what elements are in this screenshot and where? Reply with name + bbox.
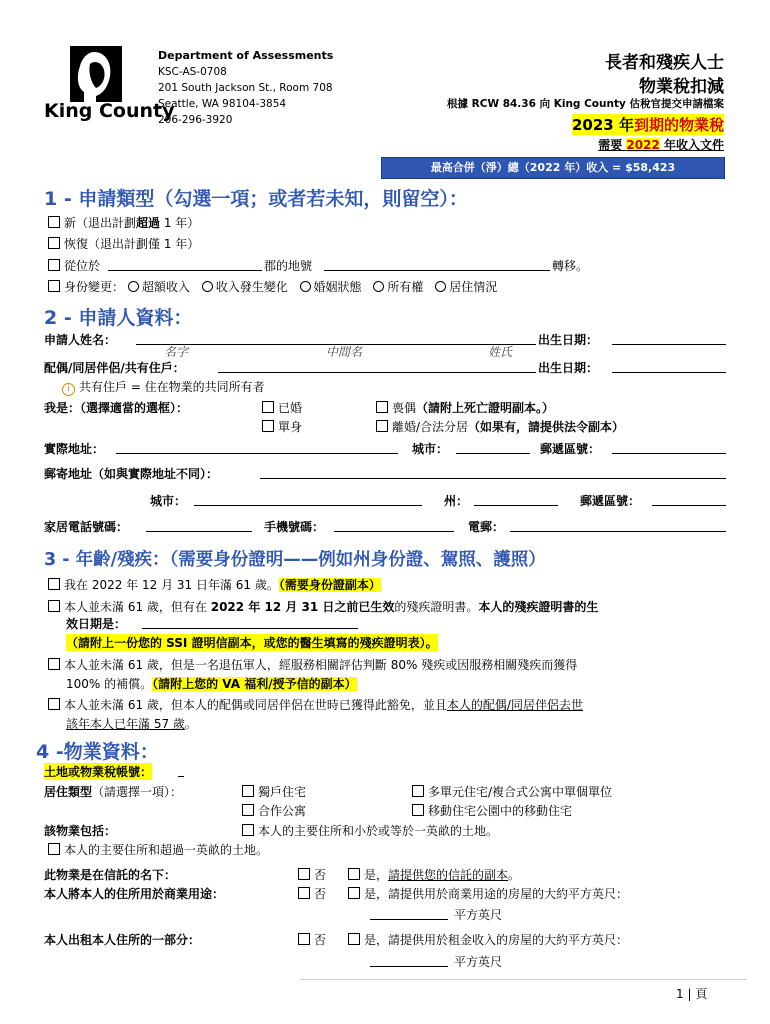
app-type-reinstate[interactable] xyxy=(48,235,199,252)
age-item-4[interactable] xyxy=(48,696,583,713)
age-item-3-note: （請附上您的 VA 福利/授予信的副本） xyxy=(152,677,357,691)
age-item-3-line2 xyxy=(66,675,357,692)
physical-addr-field[interactable] xyxy=(116,453,398,454)
divorced-label: 離婚/合法分居 xyxy=(392,420,469,434)
email-label: 電郵： xyxy=(468,520,505,534)
includes-large[interactable] xyxy=(48,841,268,858)
checkbox[interactable] xyxy=(48,843,60,855)
checkbox[interactable] xyxy=(242,804,254,816)
divorced-note: （如果有，請提供法令副本） xyxy=(468,420,625,434)
checkbox[interactable] xyxy=(376,420,388,432)
app-type-change[interactable] xyxy=(48,278,497,295)
needs-post: 年收入文件 xyxy=(659,138,724,152)
business-no[interactable] xyxy=(298,885,326,902)
change-label: 身份變更： xyxy=(64,280,125,294)
new-label-c: 1 年） xyxy=(160,216,200,230)
checkbox[interactable] xyxy=(48,578,60,590)
age-item-4-d: 。 xyxy=(184,717,197,731)
trust-yes[interactable] xyxy=(348,866,520,883)
change-opt-3[interactable] xyxy=(373,280,423,294)
dob-label2: 出生日期： xyxy=(538,361,599,375)
due-text: 到期的物業稅 xyxy=(633,116,724,134)
status-divorced[interactable] xyxy=(376,418,624,435)
rent-no-label: 否 xyxy=(314,933,327,947)
info-note-row xyxy=(62,378,265,396)
dob-label: 出生日期： xyxy=(538,333,599,347)
age-item-1-note: （需要身份證副本） xyxy=(278,578,381,592)
age-item-4-line2 xyxy=(66,715,197,732)
page-number-row xyxy=(676,985,707,1002)
widowed-note: （請附上死亡證明副本。） xyxy=(416,401,555,415)
form-subtitle: 根據 RCW 84.36 向 King County 估稅官提交申請檔案 xyxy=(447,98,724,110)
city2-field[interactable] xyxy=(194,505,422,506)
due-year: 2023 年 xyxy=(572,116,634,134)
age-item-2[interactable] xyxy=(48,598,598,615)
checkbox[interactable] xyxy=(412,785,424,797)
checkbox[interactable] xyxy=(348,887,360,899)
age-item-4-a: 本人並未滿 61 歲，但本人的配偶或同居伴侶在世時已獲得此豁免，並且 xyxy=(64,698,447,712)
form-title-1: 長者和殘疾人士 xyxy=(605,53,724,73)
change-opt-1[interactable] xyxy=(202,280,288,294)
checkbox[interactable] xyxy=(48,658,60,670)
res-mobile[interactable] xyxy=(412,802,572,819)
age-item-2-e: 效日期是： xyxy=(66,617,127,631)
spouse-dob-field[interactable] xyxy=(612,372,726,373)
footer-rule xyxy=(300,979,746,980)
age-item-2-note: （請附上一份您的 SSI 證明信副本，或您的醫生填寫的殘疾證明表）。 xyxy=(66,636,438,650)
app-type-transfer[interactable] xyxy=(48,257,100,274)
needs-docs-line xyxy=(598,136,724,153)
due-year-line xyxy=(572,114,724,135)
radio[interactable] xyxy=(373,281,384,292)
email-field[interactable] xyxy=(510,531,726,532)
trust-yes-c: 。 xyxy=(508,868,521,882)
res-coop[interactable] xyxy=(242,802,306,819)
needs-year: 2022 xyxy=(626,138,660,152)
trust-no[interactable] xyxy=(298,866,326,883)
business-yes-label: 是，請提供用於商業用途的房屋的大約平方英尺： xyxy=(364,887,629,901)
radio[interactable] xyxy=(435,281,446,292)
res-type-hint: （請選擇一項）： xyxy=(92,785,183,799)
new-label-a: 新（退出計劃 xyxy=(64,216,137,230)
age-item-2-c: 的殘疾證明書。 xyxy=(394,600,479,614)
age-item-2-d: 本人的殘疾證明書的生 xyxy=(478,600,599,614)
mailing-addr-field[interactable] xyxy=(260,478,726,479)
section1-title: 1 - 申請類型（勾選一項；或者若未知，則留空）： xyxy=(44,188,468,210)
checkbox[interactable] xyxy=(48,216,60,228)
status-widowed[interactable] xyxy=(376,399,554,416)
checkbox[interactable] xyxy=(242,785,254,797)
rent-sqft-field[interactable] xyxy=(370,966,448,967)
checkbox[interactable] xyxy=(298,868,310,880)
dept-address2: Seattle, WA 98104-3854 xyxy=(158,98,287,110)
change-opt-3-label: 所有權 xyxy=(387,280,424,294)
zip2-field[interactable] xyxy=(652,505,726,506)
checkbox[interactable] xyxy=(48,600,60,612)
married-label: 已婚 xyxy=(278,401,303,415)
hint-first: 名字 xyxy=(164,345,189,359)
age-item-4-b: 本人的配偶/同居伴侶去世 xyxy=(446,698,583,712)
rent-yes-label: 是，請提供用於租金收入的房屋的大約平方英尺： xyxy=(364,933,629,947)
includes-large-label: 本人的主要住所和超過一英畝的土地。 xyxy=(64,843,269,857)
age-item-1[interactable] xyxy=(48,576,381,593)
rent-label: 本人出租本人住所的一部分： xyxy=(44,933,201,947)
applicant-dob-field[interactable] xyxy=(612,344,726,345)
state-label: 州： xyxy=(444,494,469,508)
age-item-3-a: 本人並未滿 61 歲，但是一名退伍軍人，經服務相關評估判斷 80% 殘疾或因服務相關殘疾而獲得 xyxy=(64,658,578,672)
mobile-field[interactable] xyxy=(334,531,454,532)
section2-title: 2 - 申請人資料： xyxy=(44,307,193,329)
trust-yes-a: 是， xyxy=(364,868,389,882)
change-opt-4-label: 居住情況 xyxy=(449,280,498,294)
change-opt-2[interactable] xyxy=(300,280,362,294)
zip-field[interactable] xyxy=(612,453,726,454)
res-multi-label: 多單元住宅/複合式公寓中單個單位 xyxy=(428,785,613,799)
age-item-3[interactable] xyxy=(48,656,577,673)
transfer-label: 從位於 xyxy=(64,259,101,273)
change-opt-0[interactable] xyxy=(128,280,190,294)
section4-title: 4 -物業資料： xyxy=(36,741,159,763)
checkbox[interactable] xyxy=(48,237,60,249)
king-county-logo xyxy=(44,44,175,122)
mailing-addr-label: 郵寄地址（如與實際地址不同）： xyxy=(44,467,219,481)
res-multi[interactable] xyxy=(412,783,612,800)
change-opt-2-label: 婚姻狀態 xyxy=(313,280,362,294)
parcel-number-field[interactable] xyxy=(178,776,184,777)
res-single[interactable] xyxy=(242,783,306,800)
checkbox[interactable] xyxy=(348,868,360,880)
mobile-label: 手機號碼： xyxy=(264,520,325,534)
radio[interactable] xyxy=(202,281,213,292)
city-label: 城市： xyxy=(412,442,449,456)
checkbox[interactable] xyxy=(48,280,60,292)
res-type-row xyxy=(44,783,182,800)
form-title-2: 物業稅扣減 xyxy=(639,77,724,97)
checkbox[interactable] xyxy=(298,887,310,899)
res-mobile-label: 移動住宅公園中的移動住宅 xyxy=(428,804,573,818)
rent-sqft-label: 平方英尺 xyxy=(454,955,503,969)
hint-last: 姓氏 xyxy=(488,345,513,359)
business-no-label: 否 xyxy=(314,887,327,901)
form-id: KSC-AS-0708 xyxy=(158,66,227,78)
change-opt-1-label: 收入發生變化 xyxy=(215,280,288,294)
age-item-3-b: 100% 的補償。 xyxy=(66,677,153,691)
spouse-name-field[interactable] xyxy=(218,372,536,373)
business-sqft-field[interactable] xyxy=(370,919,448,920)
name-label: 申請人姓名： xyxy=(44,333,117,347)
page-number: 1 xyxy=(676,987,684,1001)
checkbox[interactable] xyxy=(412,804,424,816)
checkbox[interactable] xyxy=(298,933,310,945)
info-icon: i xyxy=(62,383,75,396)
trust-yes-b: 請提供您的信託的副本 xyxy=(388,868,509,882)
dept-address1: 201 South Jackson St., Room 708 xyxy=(158,82,333,94)
transfer-end: 轉移。 xyxy=(552,259,589,273)
checkbox[interactable] xyxy=(376,401,388,413)
rent-no[interactable] xyxy=(298,931,326,948)
includes-label: 該物業包括： xyxy=(44,824,117,838)
business-label: 本人將本人的住所用於商業用途： xyxy=(44,887,225,901)
change-opt-0-label: 超額收入 xyxy=(141,280,190,294)
res-coop-label: 合作公寓 xyxy=(258,804,307,818)
section3-title: 3 - 年齡/殘疾：（需要身份證明——例如州身份證、駕照、護照） xyxy=(44,550,546,570)
county-field[interactable] xyxy=(108,270,262,271)
age-item-1-text: 我在 2022 年 12 月 31 日年滿 61 歲。 xyxy=(64,578,279,592)
includes-small[interactable] xyxy=(242,822,498,839)
zip-label: 郵遞區號： xyxy=(540,442,601,456)
age-item-2-a: 本人並未滿 61 歲，但有在 xyxy=(64,600,211,614)
business-yes[interactable] xyxy=(348,885,628,902)
widowed-label: 喪偶 xyxy=(392,401,417,415)
new-label-b: 超過 xyxy=(136,216,161,230)
trust-label: 此物業是在信託的名下： xyxy=(44,868,177,882)
app-type-new[interactable] xyxy=(48,214,199,231)
needs-pre: 需要 xyxy=(598,138,627,152)
change-opt-4[interactable] xyxy=(435,280,497,294)
age-item-2-b: 2022 年 12 月 31 日之前已生效 xyxy=(210,600,395,614)
i-am-label: 我是：（選擇適當的選框）： xyxy=(44,401,189,415)
business-sqft-label: 平方英尺 xyxy=(454,908,503,922)
physical-addr-label: 實際地址： xyxy=(44,442,105,456)
income-banner: 最高合併（淨）總（2022 年）收入 = $58,423 xyxy=(381,157,725,179)
transfer-mid: 郡的地號 xyxy=(264,259,313,273)
includes-small-label: 本人的主要住所和小於或等於一英畝的土地。 xyxy=(258,824,499,838)
status-married[interactable] xyxy=(262,399,302,416)
radio[interactable] xyxy=(128,281,139,292)
radio[interactable] xyxy=(300,281,311,292)
dept-phone: 206-296-3920 xyxy=(158,114,233,126)
zip2-label: 郵遞區號： xyxy=(580,494,641,508)
parcel-field[interactable] xyxy=(324,270,550,271)
single-label: 單身 xyxy=(278,420,303,434)
checkbox[interactable] xyxy=(348,933,360,945)
info-note: 共有住戶 = 住在物業的共同所有者 xyxy=(79,380,265,394)
spouse-label: 配偶/同居伴侶/共有住戶： xyxy=(44,361,185,375)
checkbox[interactable] xyxy=(262,401,274,413)
king-county-logo-mark xyxy=(44,44,154,104)
logo-text: King County xyxy=(44,100,175,122)
city2-label: 城市： xyxy=(150,494,187,508)
reinstate-label: 恢復（退出計劃僅 1 年） xyxy=(64,237,200,251)
checkbox[interactable] xyxy=(242,824,254,836)
home-phone-field[interactable] xyxy=(146,531,252,532)
res-type-label: 居住類型 xyxy=(44,785,93,799)
checkbox[interactable] xyxy=(262,420,274,432)
city-field[interactable] xyxy=(456,453,530,454)
dept-name: Department of Assessments xyxy=(158,49,334,62)
checkbox[interactable] xyxy=(48,259,60,271)
parcel-label: 土地或物業稅帳號： xyxy=(44,765,153,779)
status-single[interactable] xyxy=(262,418,302,435)
state-field[interactable] xyxy=(474,505,558,506)
trust-no-label: 否 xyxy=(314,868,327,882)
rent-yes[interactable] xyxy=(348,931,628,948)
hint-middle: 中間名 xyxy=(326,345,363,359)
page-sep: | xyxy=(683,987,696,1001)
home-phone-label: 家居電話號碼： xyxy=(44,520,129,534)
checkbox[interactable] xyxy=(48,698,60,710)
disability-date-field[interactable] xyxy=(142,628,358,629)
age-item-4-c: 該年本人已年滿 57 歲 xyxy=(66,717,185,731)
res-single-label: 獨戶住宅 xyxy=(258,785,307,799)
page-label: 頁 xyxy=(695,987,708,1001)
